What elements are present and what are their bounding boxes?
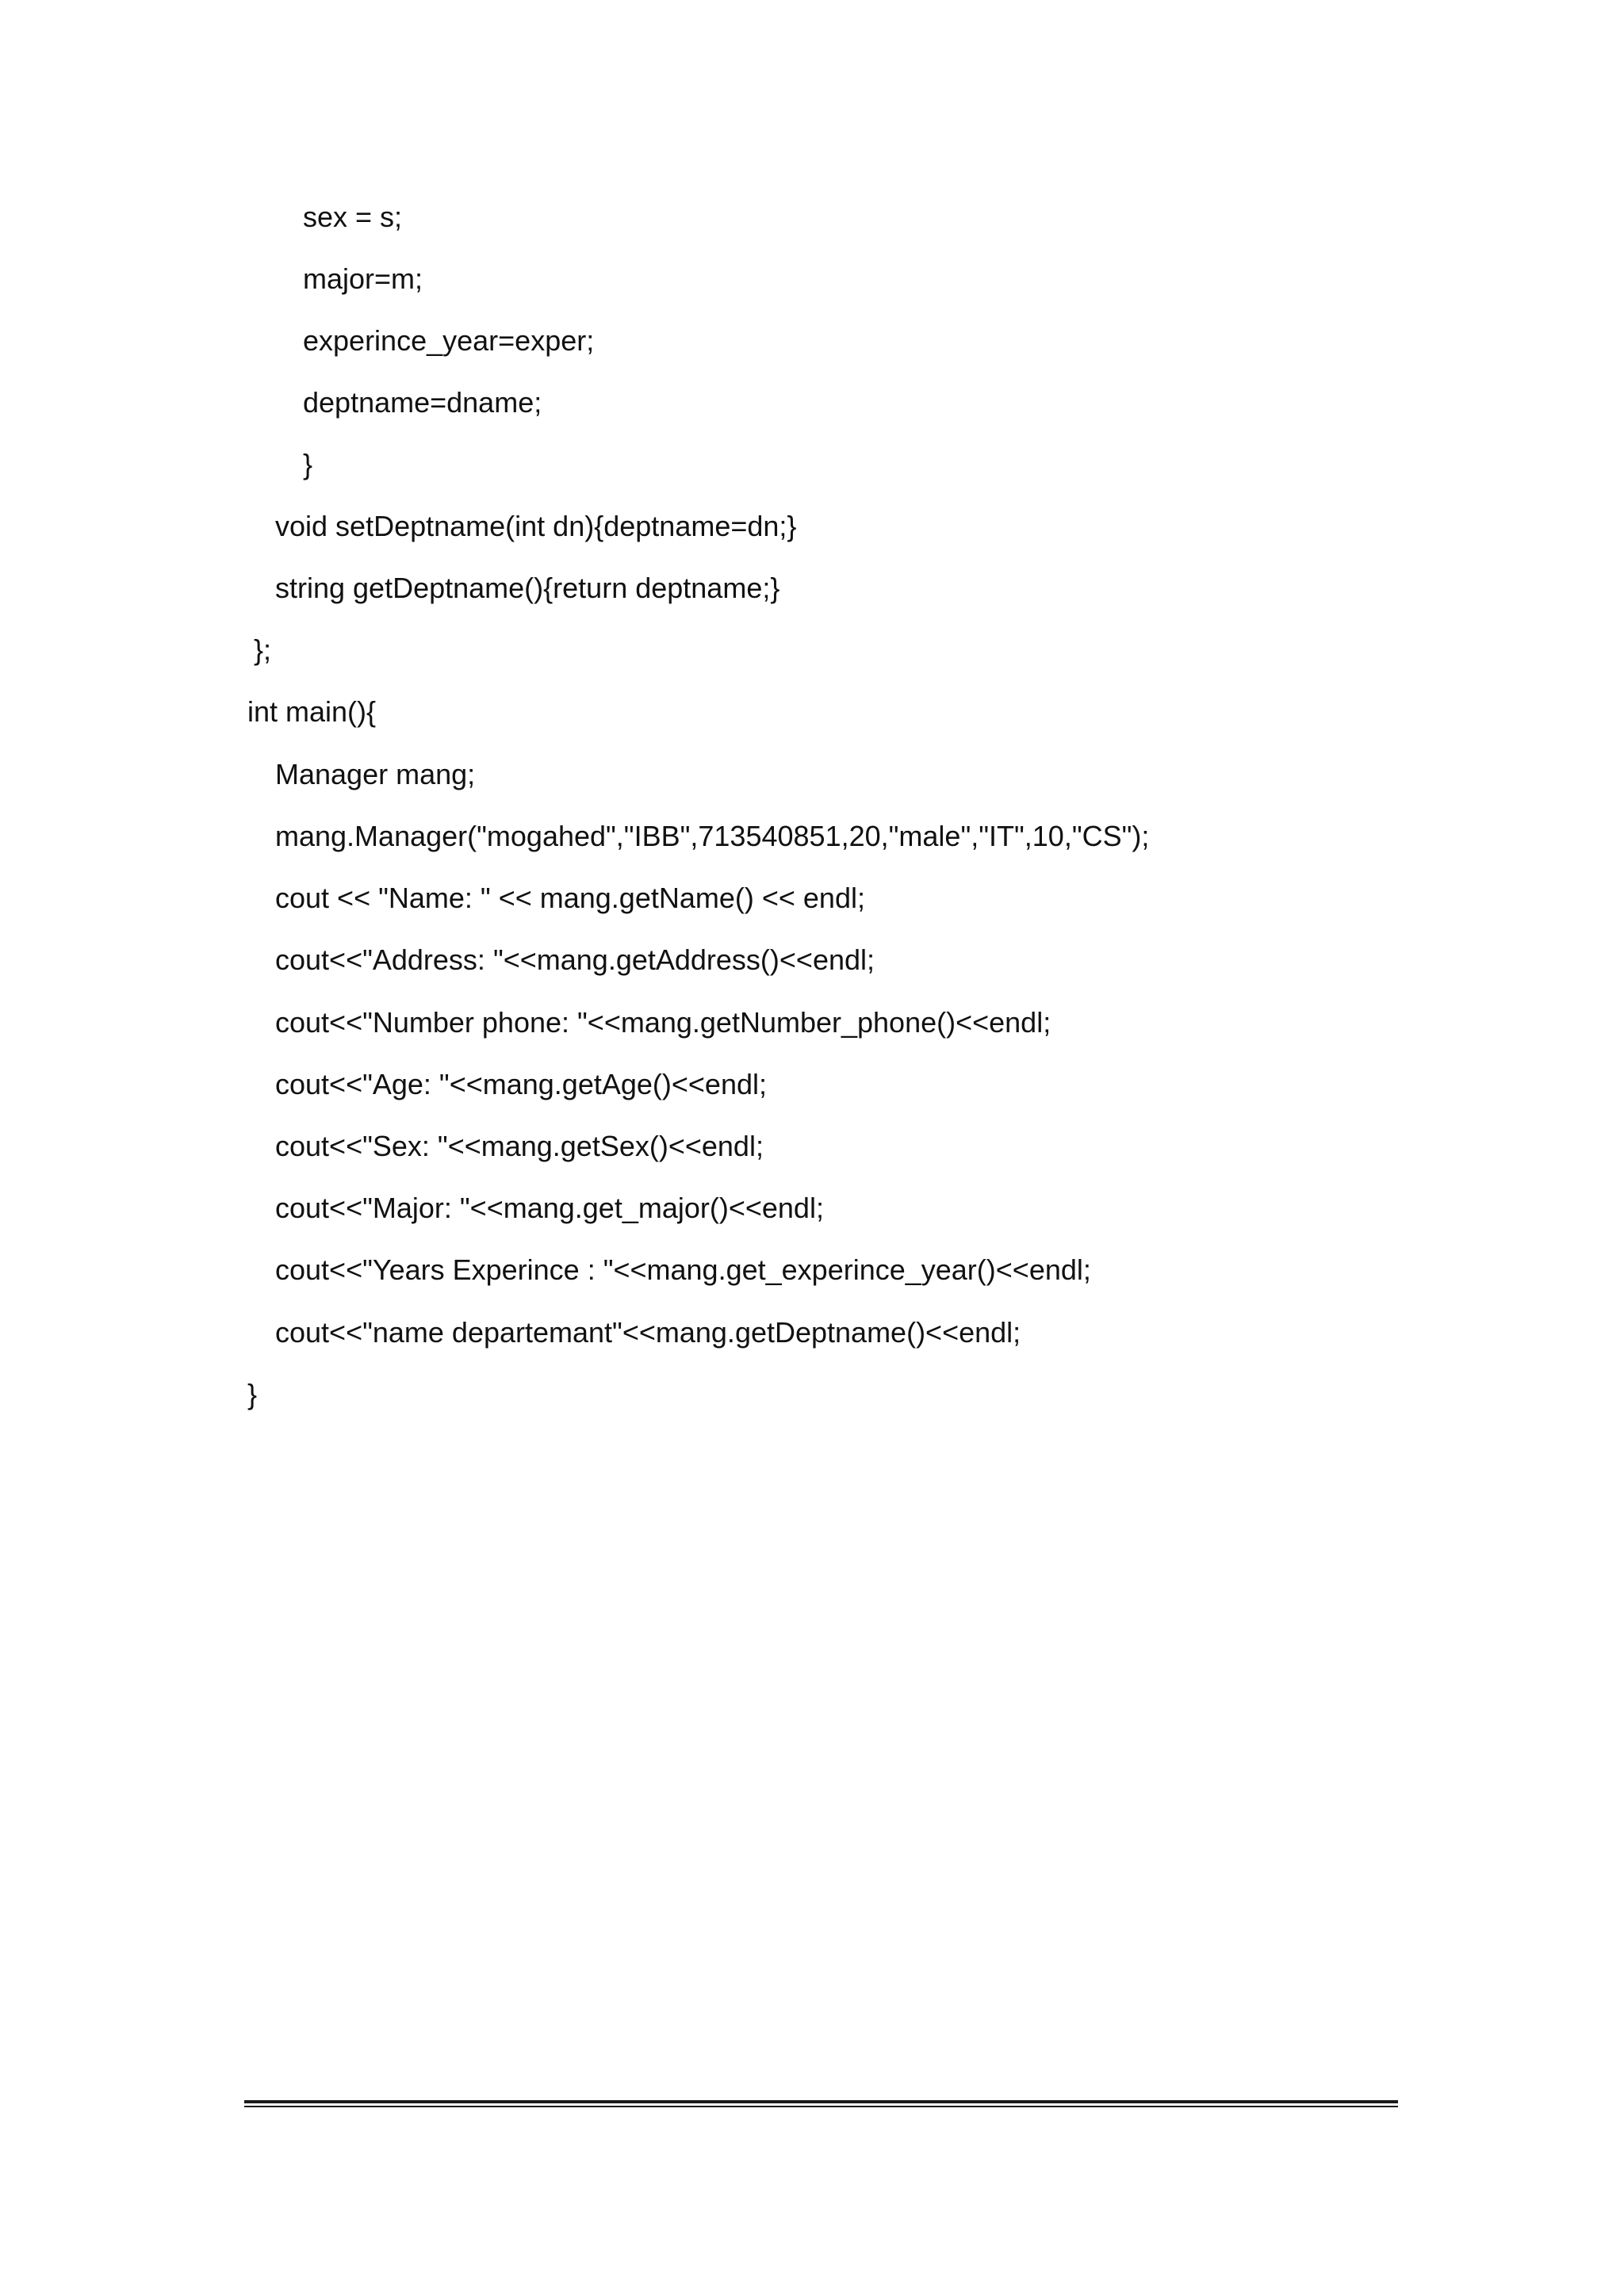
code-line: cout<<"Number phone: "<<mang.getNumber_phone()<<endl; bbox=[275, 1006, 1051, 1039]
code-line: } bbox=[247, 1378, 258, 1410]
code-line: } bbox=[303, 448, 313, 480]
footer-rule-thin bbox=[244, 2106, 1398, 2107]
code-line: cout << "Name: " << mang.getName() << endl; bbox=[275, 882, 865, 914]
code-line: string getDeptname(){return deptname;} bbox=[275, 572, 780, 604]
code-line: major=m; bbox=[303, 262, 423, 295]
code-line: int main(){ bbox=[247, 695, 377, 728]
code-line: mang.Manager("mogahed","IBB",713540851,20,"male","IT",10,"CS"); bbox=[275, 820, 1150, 852]
code-line: cout<<"Sex: "<<mang.getSex()<<endl; bbox=[275, 1130, 764, 1162]
code-line: }; bbox=[254, 633, 272, 666]
footer-rule-thick bbox=[244, 2100, 1398, 2103]
code-line: cout<<"Years Experince : "<<mang.get_experince_year()<<endl; bbox=[275, 1253, 1091, 1286]
code-line: deptname=dname; bbox=[303, 386, 542, 419]
code-line: void setDeptname(int dn){deptname=dn;} bbox=[275, 510, 797, 542]
code-line: sex = s; bbox=[303, 201, 403, 233]
code-line: cout<<"Major: "<<mang.get_major()<<endl; bbox=[275, 1192, 824, 1224]
code-line: cout<<"name departemant"<<mang.getDeptname()<<endl; bbox=[275, 1316, 1021, 1349]
footer-double-rule bbox=[244, 2100, 1398, 2108]
code-line: experince_year=exper; bbox=[303, 324, 595, 357]
code-line: cout<<"Address: "<<mang.getAddress()<<endl; bbox=[275, 943, 875, 976]
code-line: cout<<"Age: "<<mang.getAge()<<endl; bbox=[275, 1068, 767, 1100]
code-line: Manager mang; bbox=[275, 758, 476, 790]
